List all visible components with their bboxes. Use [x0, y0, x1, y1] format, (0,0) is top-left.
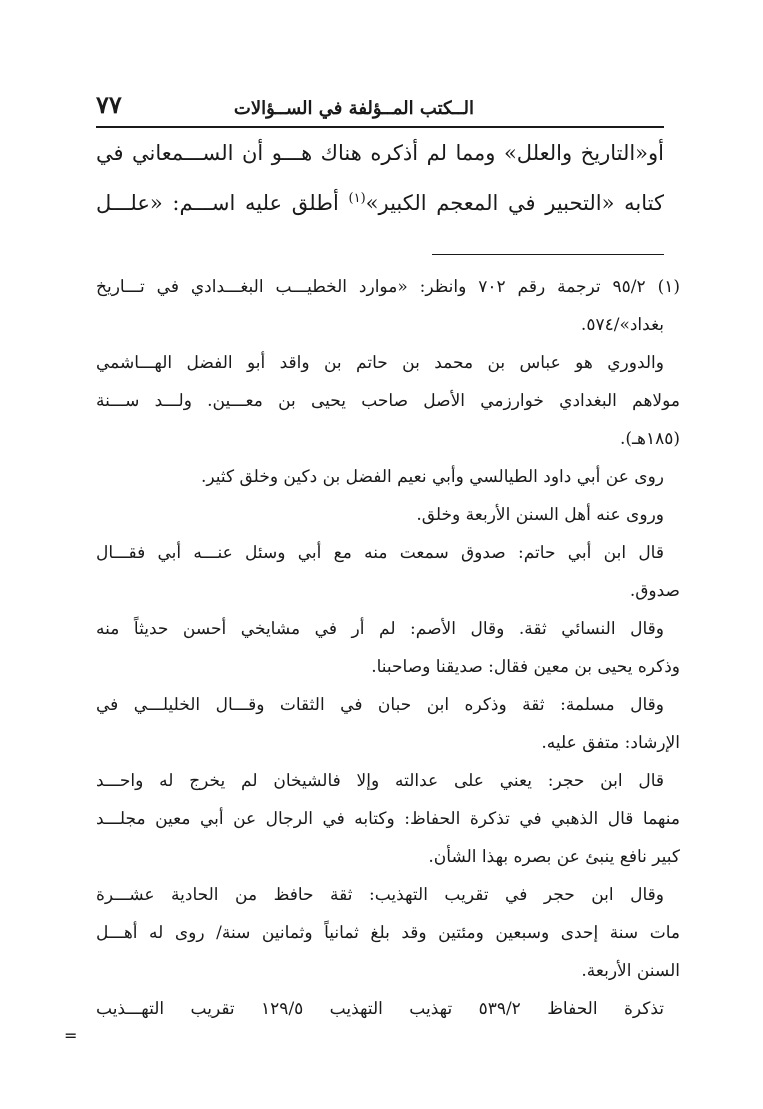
footnote-line: وقال النسائي ثقة. وقال الأصم: لم أر في مشايخي أحسن حديثاً منه [96, 619, 664, 639]
footnote-line: وروى عنه أهل السنن الأربعة وخلق. [416, 505, 664, 525]
footnote-line: وقال مسلمة: ثقة وذكره ابن حبان في الثقات وقـــال الخليلـــي في [96, 695, 664, 715]
main-text-line [96, 176, 664, 222]
footnote-line: وقال ابن حجر في تقريب التهذيب: ثقة حافظ من الحادية عشـــرة [96, 885, 664, 905]
footnote-line: روى عن أبي داود الطيالسي وأبي نعيم الفضل بن دكين وخلق كثير. [200, 467, 664, 487]
footnote-line: مولاهم البغدادي خوارزمي الأصل صاحب يحيى بن معـــين. ولـــد ســـنة [96, 391, 680, 411]
continuation-mark: = [64, 1026, 78, 1045]
footnote-line: منهما قال الذهبي في تذكرة الحفاظ: وكتابه في الرجال عن أبي معين مجلـــد [96, 809, 680, 829]
main-text [96, 130, 664, 222]
running-title: الــكتب المــؤلفة في الســؤالات [233, 98, 474, 119]
footnote-reference[interactable]: (١) [348, 191, 366, 206]
footnote-line: قال ابن حجر: يعني على عدالته وإلا فالشيخان لم يخرج له واحـــد [96, 771, 664, 791]
footnote-line: تذكرة الحفاظ ٥٣٩/٢ تهذيب التهذيب ١٢٩/٥ تقريب التهـــذيب [96, 999, 664, 1019]
footnote-line: بغداد»/٥٧٤. [580, 315, 664, 335]
main-text-segment: كتابه «التحبير في المعجم الكبير» [365, 191, 664, 215]
footnote-line: (١) ٩٥/٢ ترجمة رقم ٧٠٢ وانظر: «موارد الخطيـــب البغـــدادي في تـــاريخ [96, 277, 680, 297]
main-text-line: أو«التاريخ والعلل» ومما لم أذكره هناك هـــو أن الســـمعاني في [96, 141, 664, 165]
footnote-separator [432, 254, 664, 255]
footnote-line: وذكره يحيى بن معين فقال: صديقنا وصاحبنا. [371, 657, 680, 677]
footnote-line: صدوق. [629, 581, 680, 601]
page-number: ٧٧ [96, 90, 122, 119]
footnotes [96, 268, 680, 1028]
footnote-line: (١٨٥هـ). [619, 429, 680, 449]
footnote-line: السنن الأربعة. [581, 961, 680, 981]
page-header [96, 86, 664, 128]
footnote-line: والدوري هو عباس بن محمد بن حاتم بن واقد أبو الفضل الهـــاشمي [96, 353, 664, 373]
main-text-segment: أطلق عليه اســـم: «علـــل [96, 191, 349, 215]
footnote-line: قال ابن أبي حاتم: صدوق سمعت منه مع أبي وسئل عنـــه أبي فقـــال [96, 543, 664, 563]
footnote-line: كبير نافع ينبئ عن بصره بهذا الشأن. [428, 847, 680, 867]
footnote-line: مات سنة إحدى وسبعين ومئتين وقد بلغ ثمانياً وثمانين سنة/ روى له أهـــل [96, 923, 680, 943]
footnote-line: الإرشاد: متفق عليه. [541, 733, 680, 753]
